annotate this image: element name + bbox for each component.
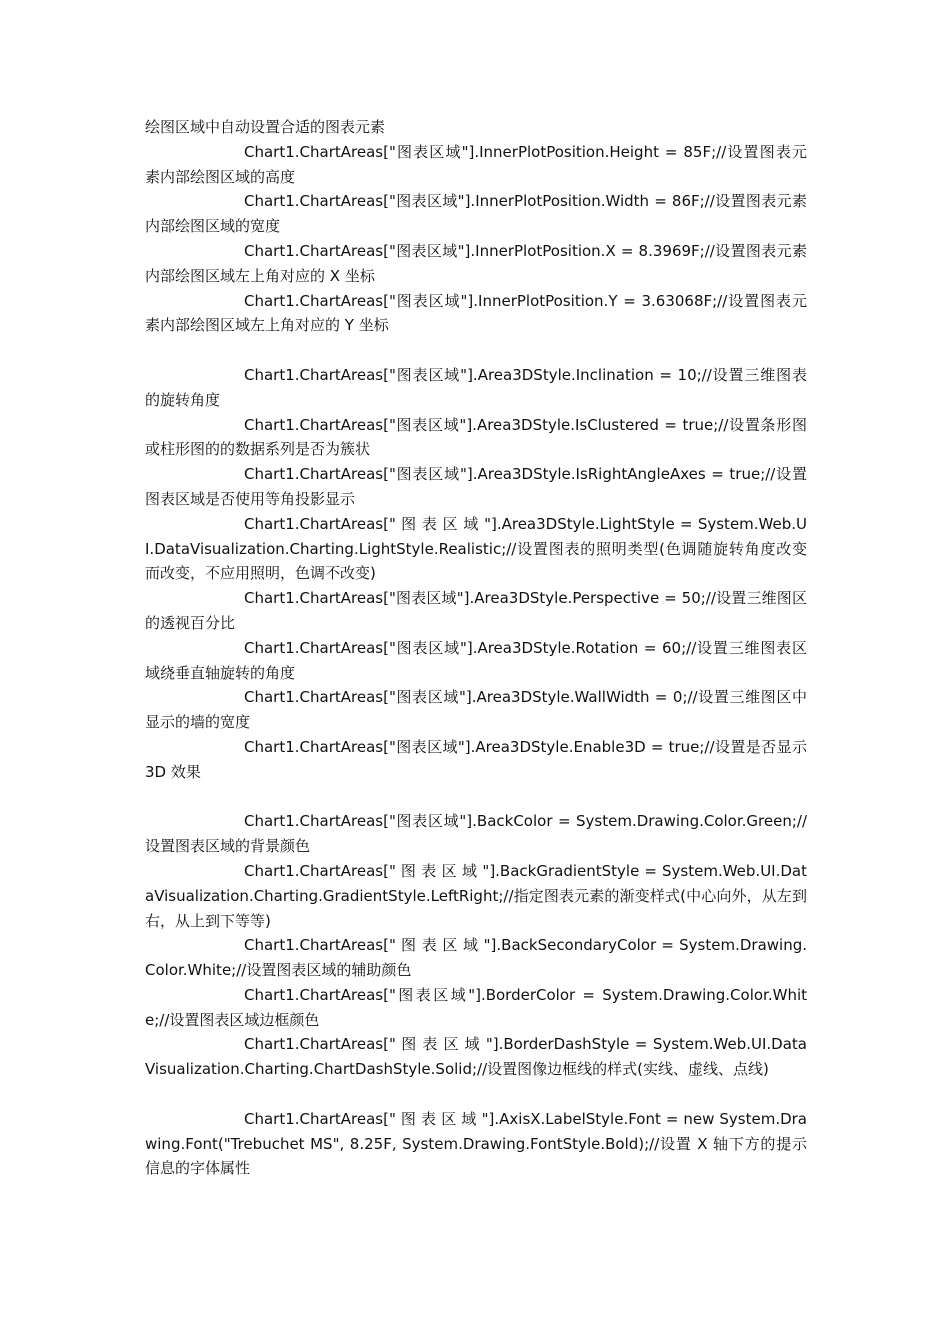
- paragraph-18: Chart1.ChartAreas[" 图 表 区 域 "].BackSecondaryColor = System.Drawing.Color.White;//设置图表区域的辅助颜色: [145, 936, 807, 980]
- paragraph-20: Chart1.ChartAreas[" 图 表 区 域 "].BorderDashStyle = System.Web.UI.DataVisualization.Charting.ChartDashStyle.Solid;//设置图像边框线的样式(实线、虚线、点线): [145, 1035, 807, 1079]
- paragraph-1: 绘图区域中自动设置合适的图表元素: [145, 118, 386, 136]
- paragraph-4: Chart1.ChartAreas["图表区域"].InnerPlotPosition.X = 8.3969F;//设置图表元素内部绘图区域左上角对应的 X 坐标: [145, 241, 807, 285]
- paragraph-12: Chart1.ChartAreas["图表区域"].Area3DStyle.Rotation = 60;//设置三维图表区域绕垂直轴旋转的角度: [145, 638, 807, 682]
- paragraph-7: Chart1.ChartAreas["图表区域"].Area3DStyle.Inclination = 10;//设置三维图表的旋转角度: [145, 365, 807, 409]
- paragraph-10: Chart1.ChartAreas[" 图 表 区 域 "].Area3DStyle.LightStyle = System.Web.UI.DataVisualization.Charting.LightStyle.Realistic;//设置图表的照明类型(色调随旋转角度改变而改变，不应用照明，色调不改变): [145, 514, 807, 583]
- blank-line: [145, 338, 807, 363]
- blank-line: [145, 785, 807, 810]
- paragraph-11: Chart1.ChartAreas["图表区域"].Area3DStyle.Perspective = 50;//设置三维图区的透视百分比: [145, 589, 807, 632]
- paragraph-17: Chart1.ChartAreas[" 图 表 区 域 "].BackGradientStyle = System.Web.UI.DataVisualization.Charting.GradientStyle.LeftRight;//指定图表元素的渐变样式(中心向外，从左到右，从上到下等等): [145, 861, 807, 930]
- paragraph-9: Chart1.ChartAreas["图表区域"].Area3DStyle.IsRightAngleAxes = true;//设置图表区域是否使用等角投影显示: [145, 465, 807, 508]
- paragraph-5: Chart1.ChartAreas["图表区域"].InnerPlotPosition.Y = 3.63068F;//设置图表元素内部绘图区域左上角对应的 Y 坐标: [145, 291, 807, 335]
- document-page: [145, 115, 807, 1181]
- paragraph-3: Chart1.ChartAreas["图表区域"].InnerPlotPosition.Width = 86F;//设置图表元素内部绘图区域的宽度: [145, 192, 807, 236]
- paragraph-13: Chart1.ChartAreas["图表区域"].Area3DStyle.WallWidth = 0;//设置三维图区中显示的墙的宽度: [145, 688, 807, 732]
- paragraph-2: Chart1.ChartAreas["图表区域"].InnerPlotPosition.Height = 85F;//设置图表元素内部绘图区域的高度: [145, 142, 807, 186]
- blank-line: [145, 1082, 807, 1107]
- paragraph-16: Chart1.ChartAreas["图表区域"].BackColor = System.Drawing.Color.Green;//设置图表区域的背景颜色: [145, 812, 807, 856]
- paragraph-14: Chart1.ChartAreas["图表区域"].Area3DStyle.Enable3D = true;//设置是否显示 3D 效果: [145, 737, 807, 781]
- paragraph-19: Chart1.ChartAreas["图表区域"].BorderColor = System.Drawing.Color.White;//设置图表区域边框颜色: [145, 985, 807, 1029]
- paragraph-8: Chart1.ChartAreas["图表区域"].Area3DStyle.IsClustered = true;//设置条形图或柱形图的的数据系列是否为簇状: [145, 415, 807, 459]
- paragraph-22: Chart1.ChartAreas[" 图 表 区 域 "].AxisX.LabelStyle.Font = new System.Drawing.Font("Trebuchet MS", 8.25F, System.Drawing.FontStyle.Bold);//设置 X 轴下方的提示信息的字体属性: [145, 1109, 807, 1178]
